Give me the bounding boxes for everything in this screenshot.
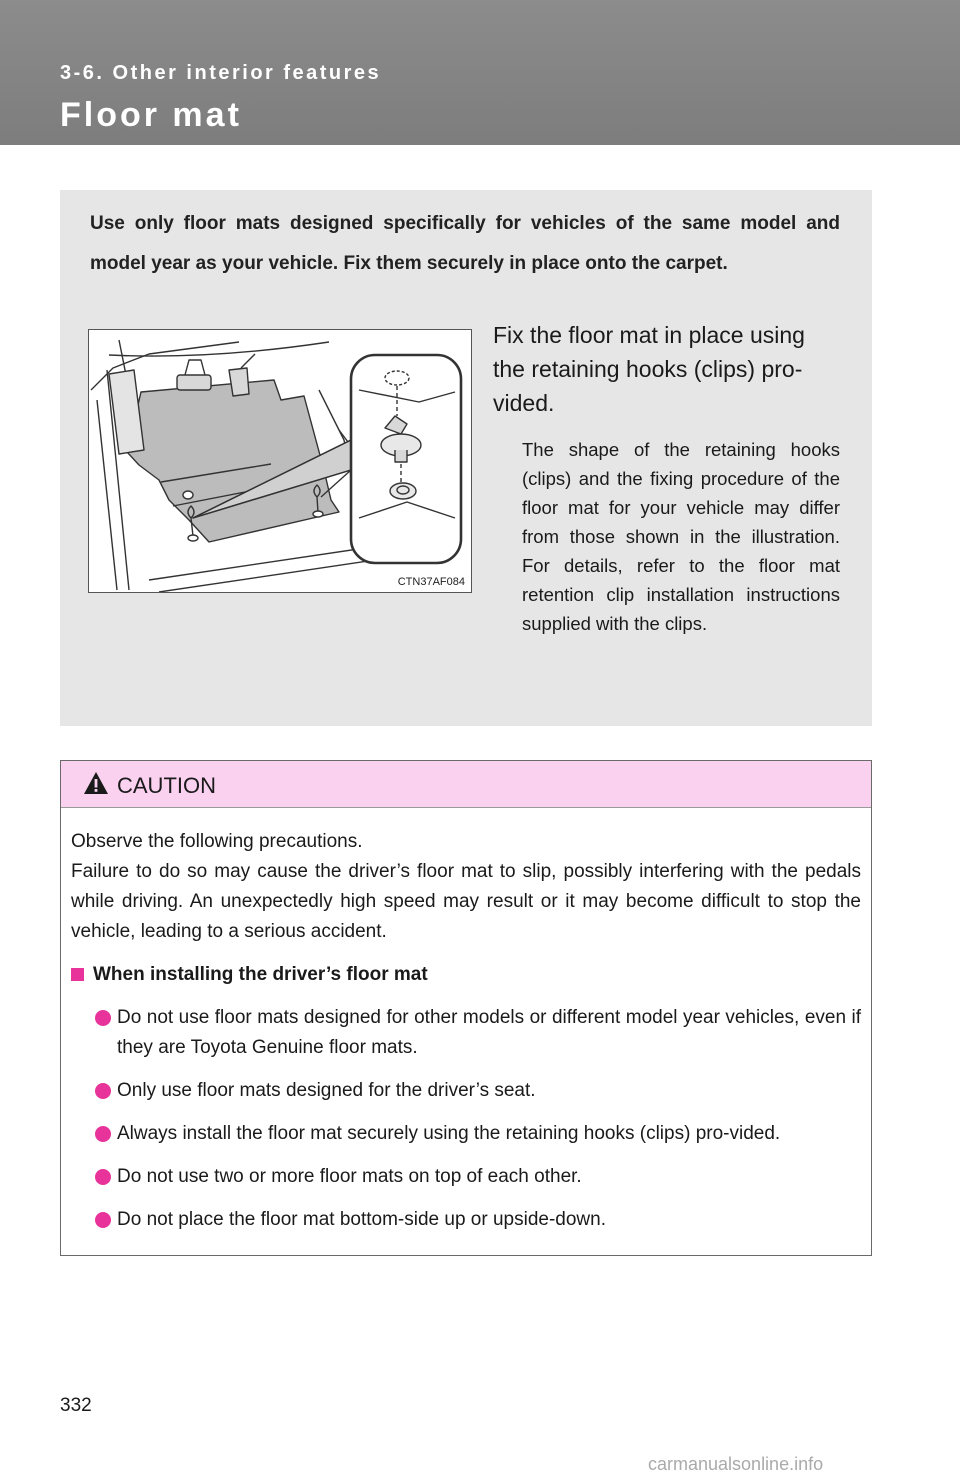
section-label: 3-6. Other interior features <box>60 62 382 84</box>
caution-bullet-text: Only use floor mats designed for the driver’s seat. <box>117 1080 536 1101</box>
caution-header <box>61 761 871 808</box>
caution-subhead-text: When installing the driver’s floor mat <box>93 964 428 985</box>
lead-text: Fix the floor mat in place using the retaining hooks (clips) pro-vided. <box>493 322 805 416</box>
warning-icon <box>83 771 109 795</box>
intro-text: Use only floor mats designed specifically for vehicles of the same model and model year as your vehicle. Fix them securely in place onto the carpet. <box>90 213 840 274</box>
page-number: 332 <box>60 1395 92 1416</box>
bullet-dot-icon <box>95 1010 111 1026</box>
caution-bullet <box>71 1162 861 1192</box>
floor-mat-drawing <box>89 330 471 592</box>
detail-text: The shape of the retaining hooks (clips) and the fixing procedure of the floor mat for your vehicle may differ from those shown in the illustration. For details, refer to the floor mat retention clip installation instructions supplied with the clips. <box>522 439 840 634</box>
floor-mat-illustration <box>88 329 472 593</box>
caution-box <box>60 760 872 1256</box>
caution-subhead <box>71 960 861 990</box>
intro-box <box>60 190 872 726</box>
caution-bullet-text: Do not use floor mats designed for other models or different model year vehicles, even if they are Toyota Genuine floor mats. <box>117 1007 861 1058</box>
caution-bullet <box>71 1076 861 1106</box>
caution-bullet <box>71 1205 861 1235</box>
caution-intro: Observe the following precautions. <box>71 831 363 852</box>
watermark: carmanualsonline.info <box>648 1454 824 1474</box>
caution-bullet-text: Always install the floor mat securely using the retaining hooks (clips) pro-vided. <box>117 1123 781 1144</box>
caution-title: CAUTION <box>117 773 216 798</box>
caution-body <box>71 827 861 1235</box>
page-title: Floor mat <box>60 96 242 134</box>
bullet-dot-icon <box>95 1126 111 1142</box>
caution-bullet <box>71 1003 861 1063</box>
bullet-dot-icon <box>95 1169 111 1185</box>
figure-code: CTN37AF084 <box>397 576 465 588</box>
caution-bullet-text: Do not place the floor mat bottom-side up or upside-down. <box>117 1209 606 1230</box>
bullet-dot-icon <box>95 1083 111 1099</box>
bullet-dot-icon <box>95 1212 111 1228</box>
caution-bullet <box>71 1119 861 1149</box>
square-bullet-icon <box>71 968 84 981</box>
section-header <box>0 0 960 145</box>
caution-bullet-text: Do not use two or more floor mats on top of each other. <box>117 1166 582 1187</box>
caution-consequence: Failure to do so may cause the driver’s floor mat to slip, possibly interfering with the pedals while driving. An unexpectedly high speed may result or it may become difficult to stop the vehicle, leading to a serious accident. <box>71 861 861 942</box>
